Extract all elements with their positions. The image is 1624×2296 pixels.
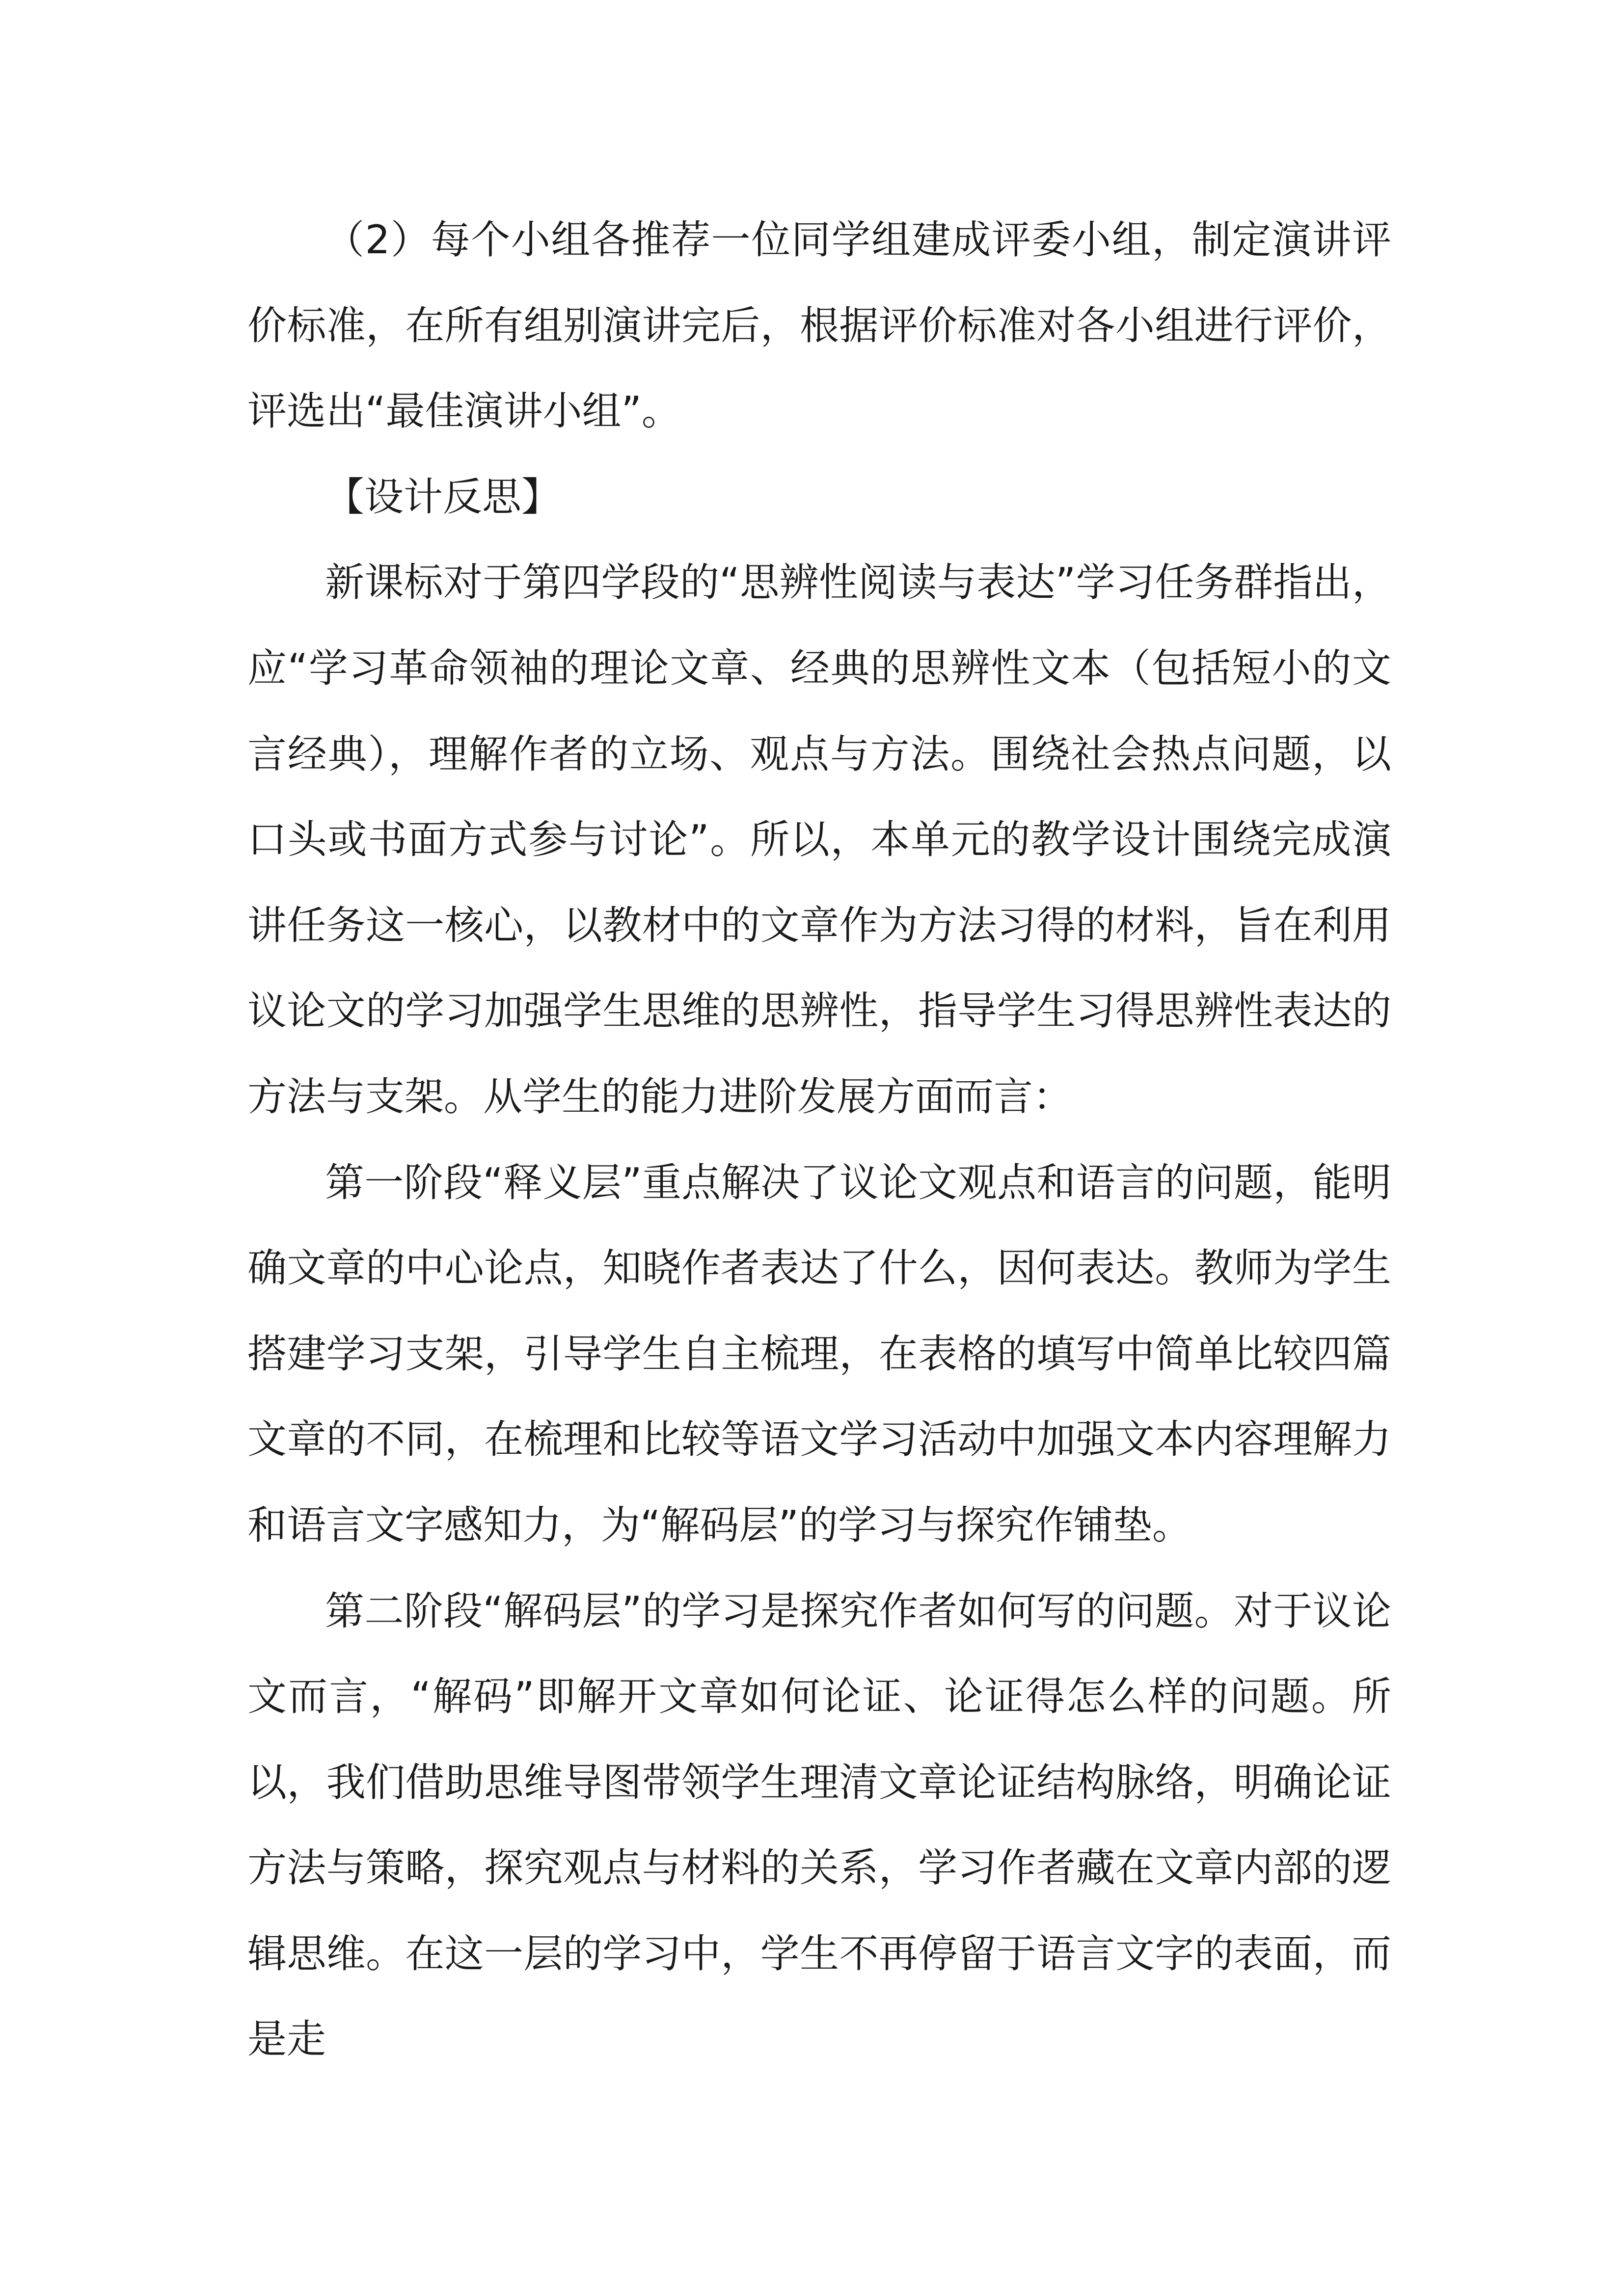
section-heading-design-reflection: 【设计反思】: [325, 474, 561, 520]
document-body: [247, 197, 1391, 2082]
paragraph-curriculum-standard: 新课标对于第四学段的“思辨性阅读与表达”学习任务群指出，应“学习革命领袖的理论文章、经典的思辨性文本（包括短小的文言经典），理解作者的立场、观点与方法。围绕社会热点问题，以口头或书面方式参与讨论”。所以，本单元的教学设计围绕完成演讲任务这一核心，以教材中的文章作为方法习得的材料，旨在利用议论文的学习加强学生思维的思辨性，指导学生习得思辨性表达的方法与支架。从学生的能力进阶发展方面而言：: [247, 560, 1391, 1120]
paragraph-evaluation-step: （2）每个小组各推荐一位同学组建成评委小组，制定演讲评价标准，在所有组别演讲完后，根据评价标准对各小组进行评价，评选出“最佳演讲小组”。: [247, 217, 1391, 434]
paragraph-stage-one: 第一阶段“释义层”重点解决了议论文观点和语言的问题，能明确文章的中心论点，知晓作者表达了什么，因何表达。教师为学生搭建学习支架，引导学生自主梳理，在表格的填写中简单比较四篇文章的不同，在梳理和比较等语文学习活动中加强文本内容理解力和语言文字感知力，为“解码层”的学习与探究作铺垫。: [247, 1159, 1391, 1548]
paragraph-stage-two: 第二阶段“解码层”的学习是探究作者如何写的问题。对于议论文而言，“解码”即解开文章如何论证、论证得怎么样的问题。所以，我们借助思维导图带领学生理清文章论证结构脉络，明确论证方法与策略，探究观点与材料的关系，学习作者藏在文章内部的逻辑思维。在这一层的学习中，学生不再停留于语言文字的表面，而是走: [247, 1588, 1391, 2062]
